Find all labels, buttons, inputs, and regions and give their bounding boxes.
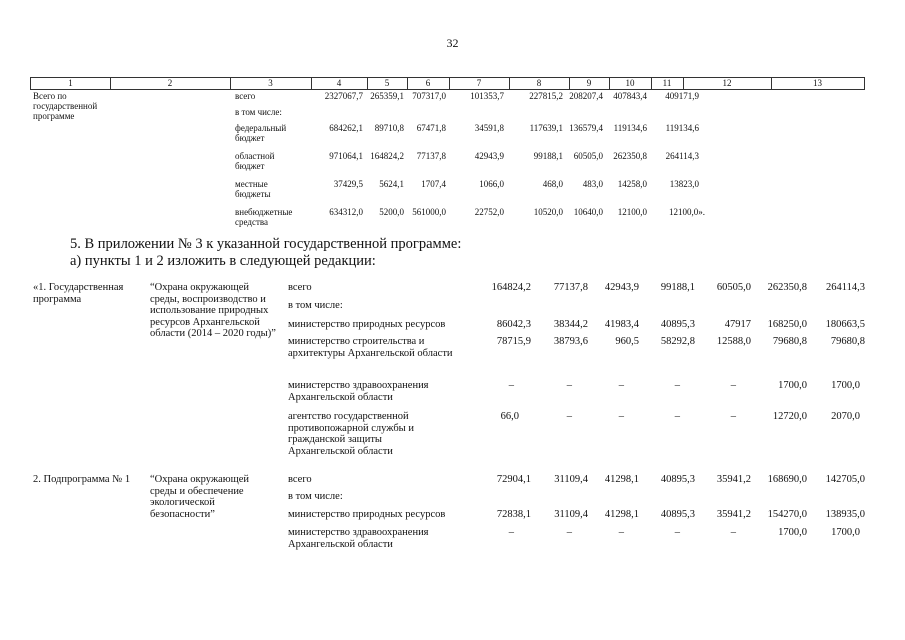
col-header-4: 4 bbox=[336, 78, 342, 88]
table-cell: 5200,0 bbox=[379, 207, 404, 217]
table-cell: 180663,5 bbox=[825, 319, 865, 330]
table-cell: – bbox=[508, 527, 514, 538]
table-cell: 12720,0 bbox=[772, 411, 807, 422]
table-cell: – bbox=[566, 527, 572, 538]
table-cell: 227815,2 bbox=[529, 91, 563, 101]
row-label: всего bbox=[288, 282, 312, 293]
table-cell: 119134,6 bbox=[613, 123, 647, 133]
table-cell: 41983,4 bbox=[604, 319, 639, 330]
table-cell: 164824,2 bbox=[491, 282, 531, 293]
table-cell: 168690,0 bbox=[767, 474, 807, 485]
table-cell: 35941,2 bbox=[716, 509, 751, 520]
col-header-10: 10 bbox=[625, 78, 635, 88]
table-cell: 42943,9 bbox=[474, 151, 504, 161]
table-cell: 1700,0 bbox=[831, 527, 860, 538]
table-cell: 264114,3 bbox=[826, 282, 865, 293]
table-cell: 13823,0 bbox=[669, 179, 699, 189]
table-cell: 38793,6 bbox=[553, 336, 588, 347]
col-header-2: 2 bbox=[167, 78, 173, 88]
table-cell: 136579,4 bbox=[569, 123, 603, 133]
table-cell: 10520,0 bbox=[533, 207, 563, 217]
table-cell: 164824,2 bbox=[370, 151, 404, 161]
table-cell: – bbox=[674, 527, 680, 538]
table-cell: 35941,2 bbox=[716, 474, 751, 485]
table-cell: 208207,4 bbox=[569, 91, 603, 101]
table-cell: 468,0 bbox=[542, 179, 563, 189]
table-cell: 483,0 bbox=[582, 179, 603, 189]
row-label: в том числе: bbox=[288, 491, 343, 502]
table-cell: 22752,0 bbox=[474, 207, 504, 217]
table-cell: 138935,0 bbox=[825, 509, 865, 520]
table-cell: 79680,8 bbox=[830, 336, 865, 347]
table-cell: – bbox=[618, 527, 624, 538]
table-cell: 971064,1 bbox=[329, 151, 363, 161]
col-header-5: 5 bbox=[384, 78, 390, 88]
col-header-12: 12 bbox=[722, 78, 732, 88]
table-cell: 31109,4 bbox=[554, 474, 588, 485]
col-header-7: 7 bbox=[476, 78, 482, 88]
table-cell: 60505,0 bbox=[716, 282, 751, 293]
table-cell: 89710,8 bbox=[374, 123, 404, 133]
table-cell: 707317,0 bbox=[412, 91, 446, 101]
top-row-label: внебюджетные средства bbox=[235, 207, 293, 227]
table-cell: 58292,8 bbox=[660, 336, 695, 347]
table-cell: 1700,0 bbox=[778, 527, 807, 538]
col-header-6: 6 bbox=[425, 78, 431, 88]
table-cell: 34591,8 bbox=[474, 123, 504, 133]
table-cell: 77137,8 bbox=[416, 151, 446, 161]
row-label: министерство строительства и архитектуры Архангельской области bbox=[288, 336, 453, 359]
table-cell: 2327067,7 bbox=[324, 91, 363, 101]
table-cell: 12100,0». bbox=[669, 207, 705, 217]
table-cell: 14258,0 bbox=[617, 179, 647, 189]
col-header-8: 8 bbox=[536, 78, 542, 88]
table-cell: 41298,1 bbox=[604, 509, 639, 520]
row-label: агентство государственной противопожарной службы и гражданской защиты Архангельской области bbox=[288, 411, 414, 457]
table-cell: 262350,8 bbox=[613, 151, 647, 161]
table-cell: 154270,0 bbox=[767, 509, 807, 520]
table-cell: 960,5 bbox=[615, 336, 639, 347]
table-cell: 561000,0 bbox=[412, 207, 446, 217]
col-header-13: 13 bbox=[813, 78, 822, 88]
row-label: министерство природных ресурсов bbox=[288, 319, 446, 330]
table-cell: 101353,7 bbox=[470, 91, 504, 101]
table-cell: 66,0 bbox=[500, 411, 519, 422]
subprogram-name: 2. Подпрограмма № 1 bbox=[33, 474, 131, 485]
row-label: в том числе: bbox=[288, 300, 343, 311]
table-cell: – bbox=[730, 411, 736, 422]
table-cell: – bbox=[618, 380, 624, 391]
table-cell: – bbox=[730, 527, 736, 538]
page-number: 32 bbox=[446, 36, 459, 50]
top-row-label: областной бюджет bbox=[235, 151, 275, 171]
table-cell: 40895,3 bbox=[660, 319, 695, 330]
table-cell: 40895,3 bbox=[660, 474, 695, 485]
table-cell: 2070,0 bbox=[831, 411, 860, 422]
table-cell: 684262,1 bbox=[329, 123, 363, 133]
table-cell: 40895,3 bbox=[660, 509, 695, 520]
section-subheading: а) пункты 1 и 2 изложить в следующей редакции: bbox=[70, 253, 376, 269]
table-cell: 1700,0 bbox=[831, 380, 860, 391]
row-label: министерство здравоохранения Архангельской области bbox=[288, 380, 429, 403]
table-cell: 262350,8 bbox=[767, 282, 807, 293]
table-cell: – bbox=[618, 411, 624, 422]
table-cell: 72904,1 bbox=[496, 474, 531, 485]
table-cell: 37429,5 bbox=[333, 179, 363, 189]
table-cell: 265359,1 bbox=[370, 91, 404, 101]
program-name: «1. Государственная программа bbox=[33, 282, 124, 305]
row-label: министерство природных ресурсов bbox=[288, 509, 446, 520]
row-label: всего bbox=[288, 474, 312, 485]
table-cell: 78715,9 bbox=[496, 336, 531, 347]
program-title: “Охрана окружающей среды, воспроизводство и использование природных ресурсов Архангельской области (2014 – 2020 годы)” bbox=[150, 282, 276, 339]
table-cell: – bbox=[674, 411, 680, 422]
table-cell: 1066,0 bbox=[479, 179, 504, 189]
section-heading: 5. В приложении № 3 к указанной государственной программе: bbox=[70, 236, 462, 252]
table-cell: – bbox=[674, 380, 680, 391]
row-label: министерство здравоохранения Архангельской области bbox=[288, 527, 429, 550]
table-cell: 79680,8 bbox=[772, 336, 807, 347]
table-cell: 42943,9 bbox=[604, 282, 639, 293]
col-header-9: 9 bbox=[586, 78, 592, 88]
table-cell: 119134,6 bbox=[665, 123, 699, 133]
table-cell: 67471,8 bbox=[416, 123, 446, 133]
table-cell: 38344,2 bbox=[553, 319, 588, 330]
table-cell: 409171,9 bbox=[665, 91, 699, 101]
table-cell: 12588,0 bbox=[716, 336, 751, 347]
top-table-program-label: Всего по государственной программе bbox=[33, 91, 98, 121]
top-row-label: в том числе: bbox=[235, 107, 282, 117]
table-cell: 1707,4 bbox=[421, 179, 446, 189]
table-cell: – bbox=[566, 380, 572, 391]
col-header-11: 11 bbox=[662, 78, 672, 88]
subprogram-title: “Охрана окружающей среды и обеспечение экологической безопасности” bbox=[150, 474, 250, 520]
table-cell: – bbox=[730, 380, 736, 391]
table-cell: 60505,0 bbox=[573, 151, 603, 161]
table-cell: – bbox=[566, 411, 572, 422]
table-cell: 31109,4 bbox=[554, 509, 588, 520]
top-row-label: местные бюджеты bbox=[235, 179, 271, 199]
table-cell: 72838,1 bbox=[496, 509, 531, 520]
table-cell: 99188,1 bbox=[660, 282, 695, 293]
table-cell: 47917 bbox=[724, 319, 751, 330]
col-header-3: 3 bbox=[268, 78, 273, 88]
table-cell: 77137,8 bbox=[553, 282, 588, 293]
table-cell: 12100,0 bbox=[617, 207, 647, 217]
table-cell: 1700,0 bbox=[778, 380, 807, 391]
top-row-label: федеральный бюджет bbox=[235, 123, 287, 143]
table-cell: 86042,3 bbox=[496, 319, 531, 330]
table-cell: 168250,0 bbox=[767, 319, 807, 330]
table-cell: 5624,1 bbox=[379, 179, 404, 189]
top-row-label: всего bbox=[235, 91, 256, 101]
table-cell: 634312,0 bbox=[329, 207, 363, 217]
table-cell: 142705,0 bbox=[825, 474, 865, 485]
table-cell: – bbox=[508, 380, 514, 391]
table-cell: 41298,1 bbox=[604, 474, 639, 485]
table-cell: 99188,1 bbox=[533, 151, 563, 161]
table-cell: 10640,0 bbox=[573, 207, 603, 217]
top-table-header bbox=[30, 77, 865, 90]
table-cell: 264114,3 bbox=[665, 151, 699, 161]
table-cell: 407843,4 bbox=[613, 91, 647, 101]
col-header-1: 1 bbox=[68, 78, 73, 88]
table-cell: 117639,1 bbox=[529, 123, 563, 133]
